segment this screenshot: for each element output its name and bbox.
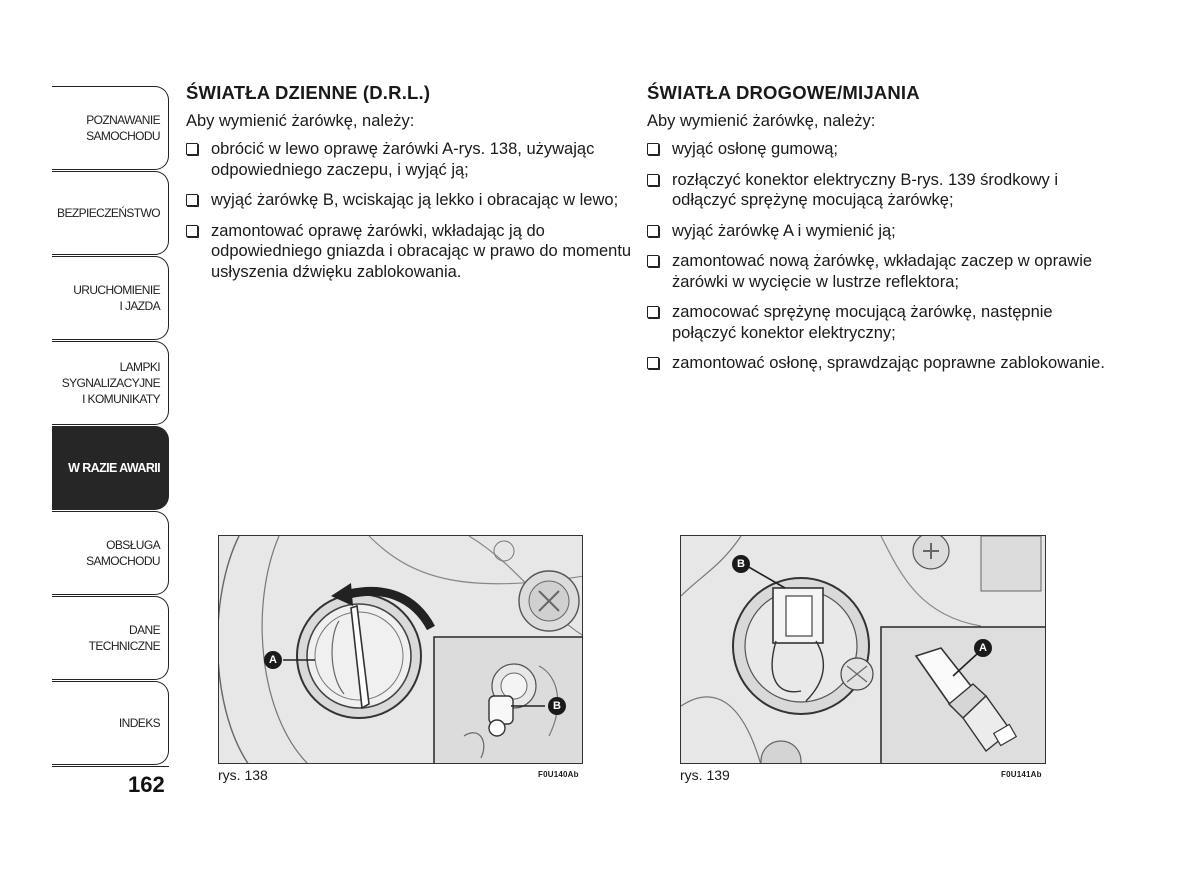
tabs-divider xyxy=(52,766,169,767)
tab-dane-techniczne[interactable] xyxy=(52,596,169,680)
step-text: zamontować oprawę żarówki, wkładając ją do odpowiedniego gniazda i obracając w prawo do momentu usłyszenia dźwięku zablokowania. xyxy=(211,221,632,281)
tab-lampki-sygnalizacyjne[interactable] xyxy=(52,341,169,425)
callout-label-a: A xyxy=(269,654,277,666)
figure-caption: rys. 138 xyxy=(218,767,268,783)
list-item xyxy=(647,251,1107,292)
step-text: obrócić w lewo oprawę żarówki A-rys. 138, używając odpowiedniego zaczepu, i wyjąć ją; xyxy=(211,140,595,179)
section-daytime-lights xyxy=(186,82,646,292)
list-item xyxy=(647,353,1107,374)
checkbox-bullet-icon xyxy=(186,225,198,237)
tab-label: W RAZIE AWARII xyxy=(68,461,160,475)
steps-list xyxy=(647,139,1107,374)
section-title: ŚWIATŁA DZIENNE (D.R.L.) xyxy=(186,82,431,103)
callout-label-a: A xyxy=(979,642,987,654)
figure-code: F0U141Ab xyxy=(1001,770,1042,779)
checkbox-bullet-icon xyxy=(186,194,198,206)
section-main-beam-lights xyxy=(647,82,1107,384)
tab-bezpieczenstwo[interactable] xyxy=(52,171,169,255)
figure-138-illustration xyxy=(218,535,583,764)
tab-label: LAMPKI SYGNALIZACYJNE I KOMUNIKATY xyxy=(61,360,160,406)
page-number: 162 xyxy=(128,772,165,797)
callout-label-b: B xyxy=(553,700,561,712)
step-text: zamocować sprężynę mocującą żarówkę, następnie połączyć konektor elektryczny; xyxy=(672,303,1053,342)
section-intro: Aby wymienić żarówkę, należy: xyxy=(186,112,415,130)
list-item xyxy=(186,139,646,180)
tab-label: DANE TECHNICZNE xyxy=(88,623,160,653)
tab-label: BEZPIECZEŃSTWO xyxy=(57,206,160,220)
list-item xyxy=(647,170,1107,211)
checkbox-bullet-icon xyxy=(186,143,198,155)
step-text: wyjąć żarówkę B, wciskając ją lekko i obracając w lewo; xyxy=(211,191,619,209)
list-item xyxy=(186,190,646,211)
tab-label: POZNAWANIE SAMOCHODU xyxy=(86,113,160,143)
tab-label: INDEKS xyxy=(118,716,160,730)
list-item xyxy=(647,221,1107,242)
tab-uruchomienie-i-jazda[interactable] xyxy=(52,256,169,340)
tab-indeks[interactable] xyxy=(52,681,169,765)
tab-label: URUCHOMIENIE I JAZDA xyxy=(73,283,160,313)
step-text: wyjąć osłonę gumową; xyxy=(672,140,838,158)
step-text: zamontować nową żarówkę, wkładając zaczep w oprawie żarówki w wycięcie w lustrze reflektora; xyxy=(672,252,1093,291)
list-item xyxy=(647,139,1107,160)
tab-w-razie-awarii[interactable] xyxy=(52,426,169,510)
tab-label: OBSŁUGA SAMOCHODU xyxy=(86,538,160,568)
tab-obsluga-samochodu[interactable] xyxy=(52,511,169,595)
chapter-tabs xyxy=(52,86,169,766)
section-intro: Aby wymienić żarówkę, należy: xyxy=(647,112,876,130)
figure-caption: rys. 139 xyxy=(680,767,730,783)
checkbox-bullet-icon xyxy=(647,357,659,369)
figure-code: F0U140Ab xyxy=(538,770,579,779)
checkbox-bullet-icon xyxy=(647,306,659,318)
step-text: wyjąć żarówkę A i wymienić ją; xyxy=(672,221,896,240)
callout-label-b: B xyxy=(737,558,745,570)
step-text: zamontować osłonę, sprawdzając poprawne zablokowanie. xyxy=(672,354,1105,372)
checkbox-bullet-icon xyxy=(647,143,659,155)
checkbox-bullet-icon xyxy=(647,225,659,237)
steps-list xyxy=(186,139,646,282)
checkbox-bullet-icon xyxy=(647,255,659,267)
drl-bulb-illustration xyxy=(219,536,583,764)
list-item xyxy=(647,302,1107,343)
section-title: ŚWIATŁA DROGOWE/MIJANIA xyxy=(647,82,920,103)
tab-poznawanie-samochodu[interactable] xyxy=(52,86,169,170)
checkbox-bullet-icon xyxy=(647,174,659,186)
figure-139-illustration xyxy=(680,535,1046,764)
step-text: rozłączyć konektor elektryczny B-rys. 139 środkowy i odłączyć sprężynę mocującą żarówkę; xyxy=(672,170,1059,209)
list-item xyxy=(186,221,646,283)
